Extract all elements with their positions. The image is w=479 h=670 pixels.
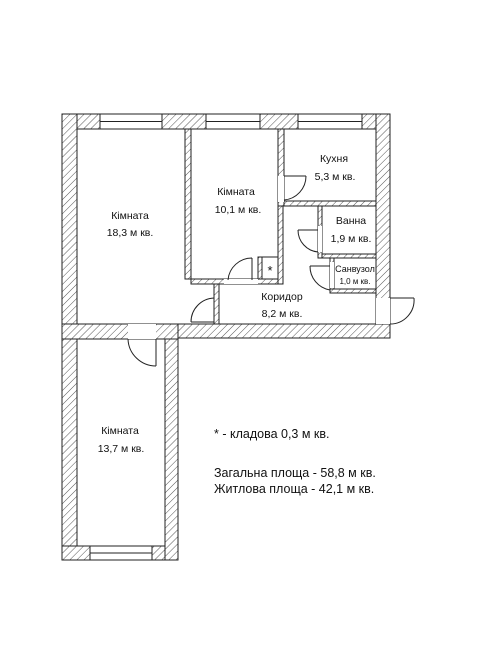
outer-wall-left-upper — [62, 114, 77, 339]
door-arc-room4 — [128, 339, 156, 366]
room-area-5: 1,0 м кв. — [339, 277, 371, 286]
room-area-4: 1,9 м кв. — [330, 233, 372, 245]
outer-wall-mid-horizontal — [62, 324, 178, 339]
room-name-5: Санвузол — [335, 264, 375, 274]
door-gap-room2 — [224, 279, 258, 284]
door-arc-entrance — [390, 298, 414, 324]
room-labels — [98, 153, 375, 455]
outer-wall-left-lower — [62, 338, 77, 560]
door-arc-room1 — [191, 298, 214, 322]
room-area-7: 13,7 м кв. — [97, 443, 145, 455]
wall-bath-wc — [322, 254, 376, 258]
closet-mark: * — [267, 263, 273, 278]
door-arc-bath — [298, 230, 318, 252]
door-gap-bath — [318, 226, 322, 252]
total-area: Загальна площа - 58,8 м кв. — [214, 466, 376, 480]
living-area: Житлова площа - 42,1 м кв. — [214, 482, 375, 496]
room-name-7: Кімната — [101, 425, 139, 437]
door-gap-kitchen — [278, 176, 284, 202]
door-arc-wc — [310, 266, 330, 290]
room-area-2: 10,1 м кв. — [214, 204, 262, 216]
room-name-2: Кімната — [217, 186, 255, 198]
door-arc-kitchen — [284, 176, 306, 200]
wall-closet-left — [258, 257, 262, 279]
room-area-1: 18,3 м кв. — [106, 227, 154, 239]
outer-wall-inner-right-lower — [165, 324, 178, 560]
wall-closet-right — [278, 206, 283, 284]
door-gap-wc — [330, 262, 334, 288]
door-gap-room4 — [128, 324, 156, 339]
entrance-gap — [376, 298, 390, 324]
door-gap-room1 — [185, 286, 191, 322]
wall-room1-room2 — [185, 129, 191, 279]
room-name-4: Ванна — [335, 215, 367, 227]
wall-wc-bottom — [330, 289, 376, 293]
room-name-6: Коридор — [261, 291, 303, 303]
room-name-3: Кухня — [319, 153, 349, 165]
room-area-6: 8,2 м кв. — [261, 308, 303, 320]
wall-kitchen-bath — [284, 201, 376, 206]
room-area-3: 5,3 м кв. — [314, 171, 356, 183]
wall-corridor-left — [214, 284, 219, 324]
storage-note: * - кладова 0,3 м кв. — [214, 427, 330, 441]
door-arc-room2 — [228, 258, 252, 280]
outer-wall-bottom-right — [178, 324, 390, 338]
room-name-1: Кімната — [111, 210, 149, 222]
